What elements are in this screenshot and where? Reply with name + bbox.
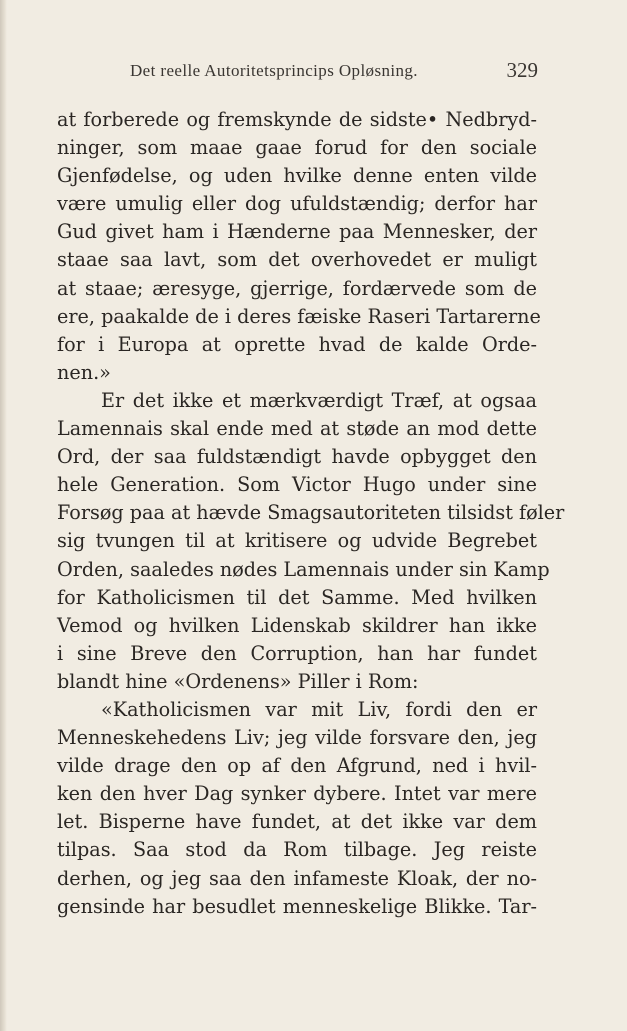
text-line: for i Europa at oprette hvad de kalde Orde- — [57, 332, 537, 356]
text-line: at staae; æresyge, gjerrige, fordærvede som de — [57, 276, 537, 300]
text-line: Menneskehedens Liv; jeg vilde forsvare den, jeg — [57, 726, 537, 750]
text-line: blandt hine «Ordenens» Piller i Rom: — [57, 669, 419, 693]
text-line: Er det ikke et mærkværdigt Træf, at ogsaa — [101, 388, 537, 412]
text-line: sig tvungen til at kritisere og udvide Begrebet — [57, 529, 537, 553]
body-text — [57, 106, 565, 921]
text-line: derhen, og jeg saa den infameste Kloak, der no- — [57, 866, 537, 890]
text-line: gensinde har besudlet menneskelige Blikke. Tar- — [57, 894, 537, 918]
text-line: Gjenfødelse, og uden hvilke denne enten vilde — [57, 164, 537, 188]
text-line: Orden, saaledes nødes Lamennais under sin Kamp — [57, 557, 550, 581]
text-line: tilpas. Saa stod da Rom tilbage. Jeg reiste — [57, 838, 537, 862]
text-line: nen.» — [57, 360, 111, 384]
text-line: være umulig eller dog ufuldstændig; derfor har — [57, 192, 537, 216]
text-line: staae saa lavt, som det overhovedet er muligt — [57, 248, 537, 272]
page-edge — [0, 0, 7, 1031]
text-line: i sine Breve den Corruption, han har fundet — [57, 641, 537, 665]
text-line: let. Bisperne have fundet, at det ikke var dem — [57, 810, 537, 834]
text-line: ninger, som maae gaae forud for den sociale — [57, 136, 537, 160]
text-line: Ord, der saa fuldstændigt havde opbygget den — [57, 445, 537, 469]
text-line: Gud givet ham i Hænderne paa Mennesker, der — [57, 220, 537, 244]
text-line: Lamennais skal ende med at støde an mod dette — [57, 417, 537, 441]
text-line: vilde drage den op af den Afgrund, ned i hvil- — [57, 754, 537, 778]
text-line: Vemod og hvilken Lidenskab skildrer han ikke — [57, 613, 537, 637]
running-title: Det reelle Autoritetsprincips Opløsning. — [130, 61, 418, 80]
running-header — [130, 58, 538, 86]
text-line: at forberede og fremskynde de sidste• Nedbryd- — [57, 108, 537, 131]
text-line: hele Generation. Som Victor Hugo under sine — [57, 473, 537, 497]
text-line: for Katholicismen til det Samme. Med hvilken — [57, 585, 537, 609]
text-line: ere, paakalde de i deres fæiske Raseri Tartarerne — [57, 304, 541, 328]
text-line: ken den hver Dag synker dybere. Intet var mere — [57, 782, 537, 806]
text-line: «Katholicismen var mit Liv, fordi den er — [101, 697, 537, 721]
text-line: Forsøg paa at hævde Smagsautoriteten tilsidst føler — [57, 501, 565, 525]
page-number: 329 — [506, 58, 538, 82]
